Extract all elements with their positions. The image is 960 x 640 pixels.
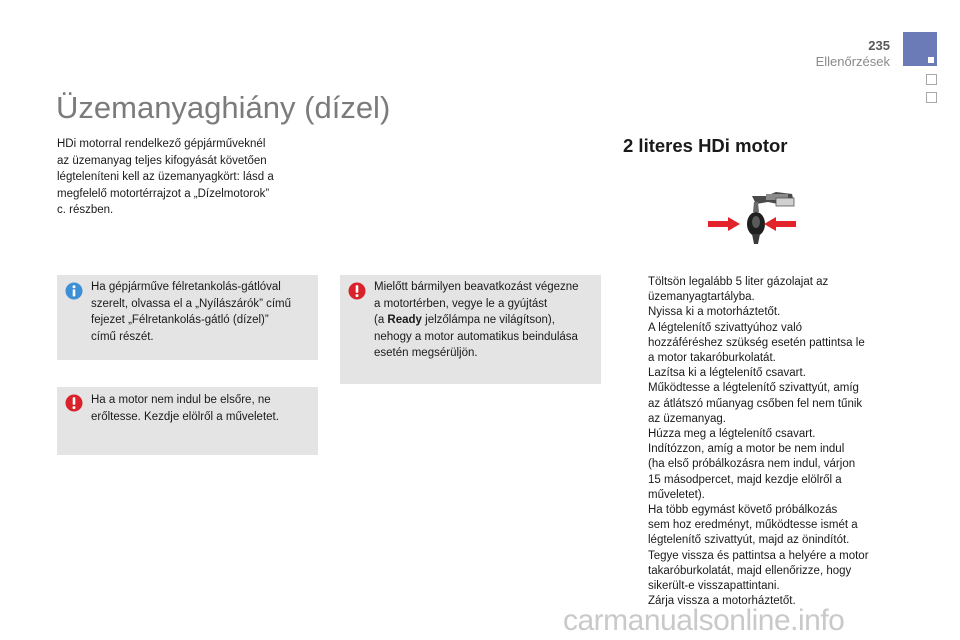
info-note (57, 275, 318, 360)
page-title: Üzemanyaghiány (dízel) (56, 90, 391, 125)
list-item: Indítózzon, amíg a motor be nem indul (ha első próbálkozásra nem indul, várjon 15 másodpercet, majd kezdje elölről a műveletet). (648, 443, 856, 501)
note-line: Ha gépjárműve félretankolás-gátlóval (91, 281, 281, 293)
note-line: szerelt, olvassa el a „Nyílászárók” című (91, 297, 292, 310)
note-line: erőltesse. Kezdje elölről a műveletet. (91, 410, 279, 423)
list-item: Ha több egymást követő próbálkozás sem hoz eredményt, működtesse ismét a légtelenítő szivattyút, majd az önindítót. (648, 504, 858, 547)
intro-line: légteleníteni kell az üzemanyagkört: lásd a (57, 171, 274, 183)
note-line: Mielőtt bármilyen beavatkozást végezne (374, 281, 579, 293)
list-item: Lazítsa ki a légtelenítő csavart. (648, 367, 806, 380)
chapter-marker-box[interactable] (926, 92, 937, 103)
ready-lamp-label: Ready (387, 314, 422, 326)
note-line-prefix: (a (374, 314, 388, 326)
section-name: Ellenőrzések (815, 54, 890, 69)
warning-note-ignition (340, 275, 601, 384)
warning-icon (348, 282, 366, 300)
list-item: Zárja vissza a motorháztetőt. (648, 595, 796, 608)
info-icon (65, 282, 83, 300)
watermark: carmanualsonline.info (563, 604, 845, 637)
list-item: Húzza meg a légtelenítő csavart. (648, 428, 816, 441)
list-item: Tegye vissza és pattintsa a helyére a motor takaróburkolatát, majd ellenőrizze, hogy sikerült-e visszapattintani. (648, 549, 869, 593)
chapter-marker-box[interactable] (926, 74, 937, 85)
intro-line: c. részben. (57, 204, 114, 216)
page-number: 235 (868, 38, 890, 53)
chapter-tab[interactable] (903, 32, 937, 66)
engine-steps-list (623, 275, 893, 609)
note-line: esetén megsérüljön. (374, 347, 478, 359)
list-item: Működtesse a légtelenítő szivattyút, amíg az átlátszó műanyag csőben fel nem tűnik az üzemanyag. (648, 382, 863, 425)
note-line: nehogy a motor automatikus beindulása (374, 330, 578, 343)
note-line-suffix: jelzőlámpa ne világítson), (421, 314, 555, 326)
note-line: fejezet „Félretankolás-gátló (dízel)” (91, 314, 269, 326)
warning-note-restart (57, 387, 318, 455)
engine-section-title: 2 literes HDi motor (623, 135, 788, 156)
chapter-tab-mark (928, 57, 934, 63)
intro-line: HDi motorral rendelkező gépjárműveknél (57, 138, 266, 150)
intro-line: megfelelő motortérrajzot a „Dízelmotorok” (57, 187, 270, 200)
note-line: Ha a motor nem indul be elsőre, ne (91, 394, 271, 406)
note-line: című részét. (91, 330, 154, 343)
list-item: Töltsön legalább 5 liter gázolajat az üzemanyagtartályba. (648, 276, 829, 304)
list-item: Nyissa ki a motorháztetőt. (648, 306, 781, 319)
intro-text (57, 136, 297, 219)
note-line: a motortérben, vegye le a gyújtást (374, 297, 548, 310)
intro-line: az üzemanyag teljes kifogyását követően (57, 154, 267, 167)
list-item: A légtelenítő szivattyúhoz való hozzáféréshez szükség esetén pattintsa le a motor takaróburkolatát. (648, 321, 865, 365)
warning-icon (65, 394, 83, 412)
priming-pump-icon (706, 188, 798, 246)
